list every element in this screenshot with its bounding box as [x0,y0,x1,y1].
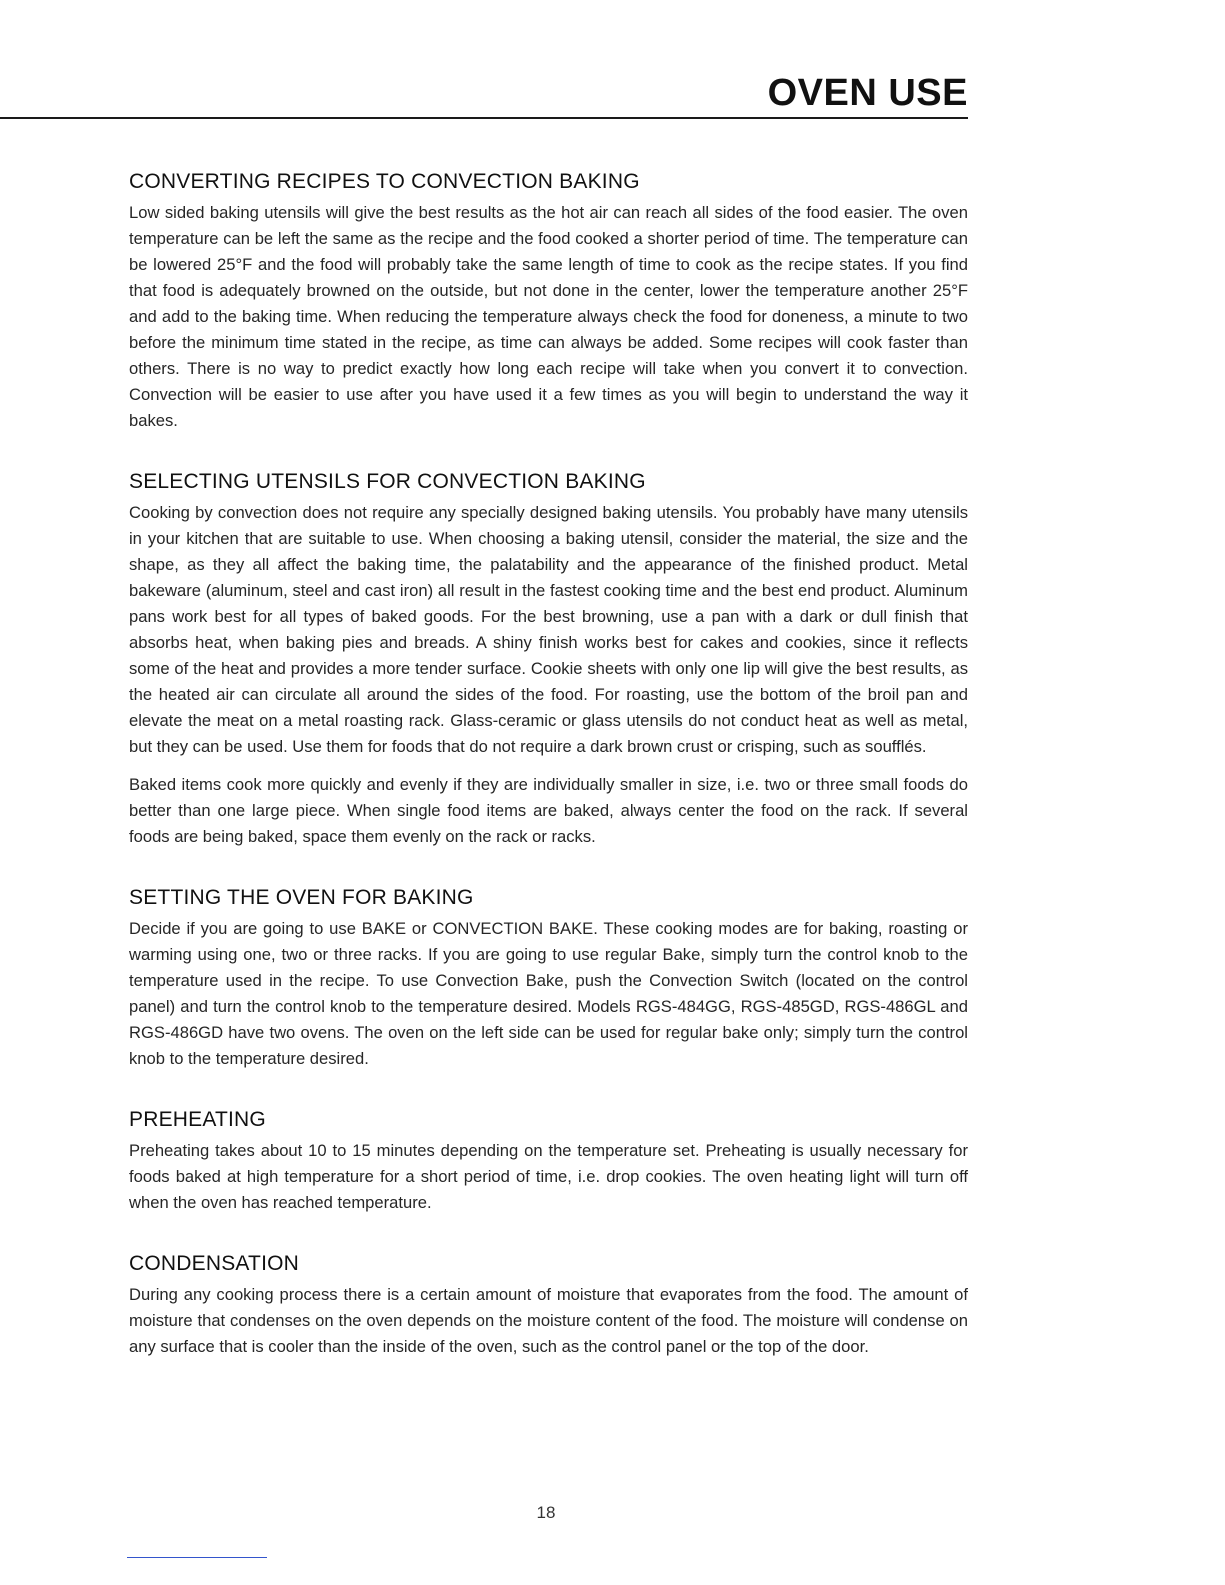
page-title: OVEN USE [767,72,968,114]
section-heading: CONVERTING RECIPES TO CONVECTION BAKING [129,170,640,193]
section-heading: CONDENSATION [129,1252,300,1275]
paragraph: Preheating takes about 10 to 15 minutes depending on the temperature set. Preheating is usually necessary for foods baked at high temperature for a short period of time, i.e. drop cookies. The oven heating light will turn off when the oven has reached temperature. [129,1141,968,1212]
paragraph: Low sided baking utensils will give the best results as the hot air can reach all sides of the food easier. The oven temperature can be left the same as the recipe and the food cooked a shorter period of time. The temperature can be lowered 25°F and the food will probably take the same length of time to cook as the recipe states. If you find that food is adequately browned on the outside, but not done in the center, lower the temperature another 25°F and add to the baking time. When reducing the temperature always check the food for doneness, a minute to two before the minimum time stated in the recipe, as time can always be added. Some recipes will cook faster than others. There is no way to predict exactly how long each recipe will take when you convert it to convection. Convection will be easier to use after you have used it a few times as you will begin to understand the way it bakes. [129,203,968,430]
section-condensation [129,1250,968,1360]
header-divider [0,117,968,119]
section-preheating [129,1106,968,1216]
section-setting-oven [129,884,968,1072]
section-converting-recipes [129,168,968,434]
section-heading: SETTING THE OVEN FOR BAKING [129,886,474,909]
paragraph: Decide if you are going to use BAKE or CONVECTION BAKE. These cooking modes are for baking, roasting or warming using one, two or three racks. If you are going to use regular Bake, simply turn the control knob to the temperature used in the recipe. To use Convection Bake, push the Convection Switch (located on the control panel) and turn the control knob to the temperature desired. Models RGS-484GG, RGS-485GD, RGS-486GL and RGS-486GD have two ovens. The oven on the left side can be used for regular bake only; simply turn the control knob to the temperature desired. [129,919,968,1068]
section-heading: PREHEATING [129,1108,266,1131]
paragraph: Baked items cook more quickly and evenly if they are individually smaller in size, i.e. two or three small foods do better than one large piece. When single food items are baked, always center the food on the rack. If several foods are being baked, space them evenly on the rack or racks. [129,775,968,846]
section-selecting-utensils [129,468,968,850]
page-number: 18 [536,1503,556,1522]
section-heading: SELECTING UTENSILS FOR CONVECTION BAKING [129,470,646,493]
paragraph: During any cooking process there is a certain amount of moisture that evaporates from the food. The amount of moisture that condenses on the oven depends on the moisture content of the food. The moisture will condense on any surface that is cooler than the inside of the oven, such as the control panel or the top of the door. [129,1285,968,1356]
paragraph: Cooking by convection does not require any specially designed baking utensils. You probably have many utensils in your kitchen that are suitable to use. When choosing a baking utensil, consider the material, the size and the shape, as they all affect the baking time, the palatability and the appearance of the finished product. Metal bakeware (aluminum, steel and cast iron) all result in the fastest cooking time and the best end product. Aluminum pans work best for all types of baked goods. For the best browning, use a pan with a dark or dull finish that absorbs heat, when baking pies and breads. A shiny finish works best for cakes and cookies, since it reflects some of the heat and provides a more tender surface. Cookie sheets with only one lip will give the best results, as the heated air can circulate all around the sides of the food. For roasting, use the bottom of the broil pan and elevate the meat on a metal roasting rack. Glass-ceramic or glass utensils do not conduct heat as well as metal, but they can be used. Use them for foods that do not require a dark brown crust or crisping, such as soufflés. [129,503,968,756]
footer-divider [127,1557,267,1558]
document-body [129,168,968,1394]
